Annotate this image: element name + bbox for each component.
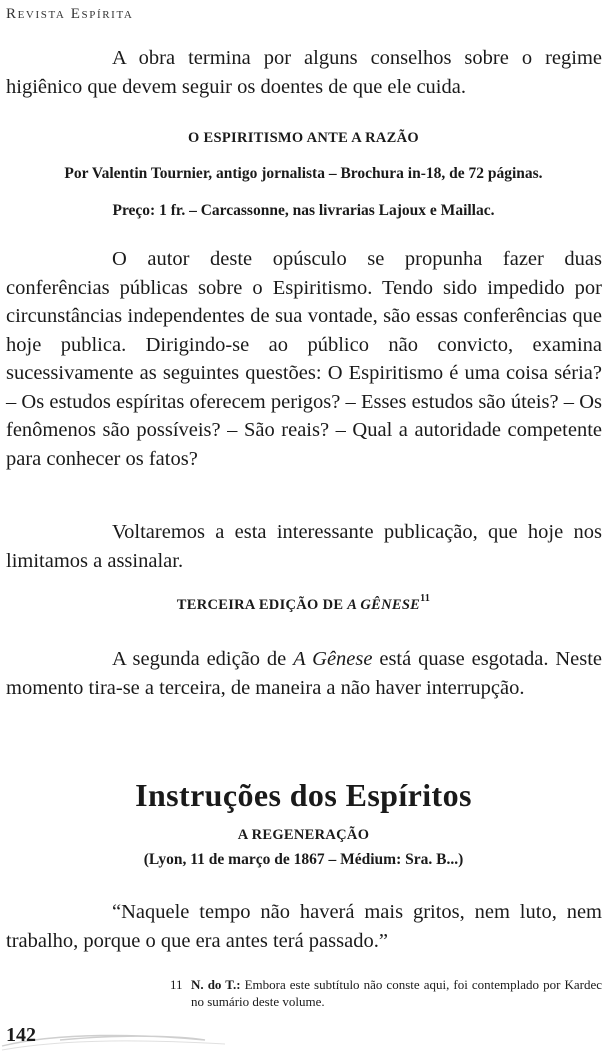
para-end: está quase esgotada. Neste momento tira-se a terceira, de maneira a não haver interrupção. [6, 648, 602, 699]
footnote-text [172, 976, 602, 1010]
section-title-espiritismo: O ESPIRITISMO ANTE A RAZÃO [188, 130, 419, 146]
footnote-number: 11 [170, 977, 183, 992]
paragraph-segunda-edicao [6, 645, 602, 702]
paragraph-text [6, 645, 602, 702]
paragraph-text: A obra termina por alguns conselhos sobre o regime higiênico que devem seguir os doentes de que ele cuida. [6, 47, 602, 98]
chapter-title: Instruções dos Espíritos [135, 777, 472, 813]
page-number: 142 [6, 1024, 36, 1046]
running-head: Revista Espírita [6, 6, 134, 22]
footnote [172, 976, 602, 1010]
title-italic: A GÊNESE [347, 597, 421, 613]
paragraph-quote [6, 898, 602, 955]
para-start: A segunda edição de [112, 648, 294, 670]
paragraph-voltaremos [6, 518, 602, 575]
title-prefix: TERCEIRA EDIÇÃO DE [176, 597, 348, 613]
book-price: Preço: 1 fr. – Carcassonne, nas livrarias Lajoux e Maillac. [112, 202, 495, 219]
paragraph-text: O autor deste opúsculo se propunha fazer duas conferências públicas sobre o Espiritismo. Tendo sido impedido por circunstâncias independentes de sua vontade, são essas conferências que hoje publica. Dirigindo-se ao público não convicto, examina sucessivamente as seguintes questões: O Espiritismo é uma coisa séria? – Os estudos espíritas oferecem perigos? – Esses estudos são úteis? – Os fenômenos são possíveis? – São reais? – Qual a autoridade competente para conhecer os fatos? [6, 248, 602, 470]
footnote-body: Embora este subtítulo não conste aqui, foi contemplado por Kardec no sumário deste volume. [191, 977, 602, 1009]
quote-text: “Naquele tempo não haverá mais gritos, nem luto, nem trabalho, porque o que era antes terá passado.” [6, 901, 602, 952]
paragraph-autor [6, 245, 602, 473]
section-title-genese [0, 593, 607, 614]
para-italic: A Gênese [293, 648, 373, 670]
book-byline: Por Valentin Tournier, antigo jornalista – Brochura in-18, de 72 páginas. [64, 165, 543, 182]
chapter-subtitle: A REGENERAÇÃO [237, 827, 370, 843]
footnote-label: N. do T.: [191, 977, 241, 992]
chapter-dateline: (Lyon, 11 de março de 1867 – Médium: Sra. B...) [143, 851, 464, 868]
footnote-ref: 11 [420, 593, 431, 605]
paragraph-regime [6, 44, 602, 101]
paragraph-text: Voltaremos a esta interessante publicação, que hoje nos limitamos a assinalar. [6, 521, 602, 572]
